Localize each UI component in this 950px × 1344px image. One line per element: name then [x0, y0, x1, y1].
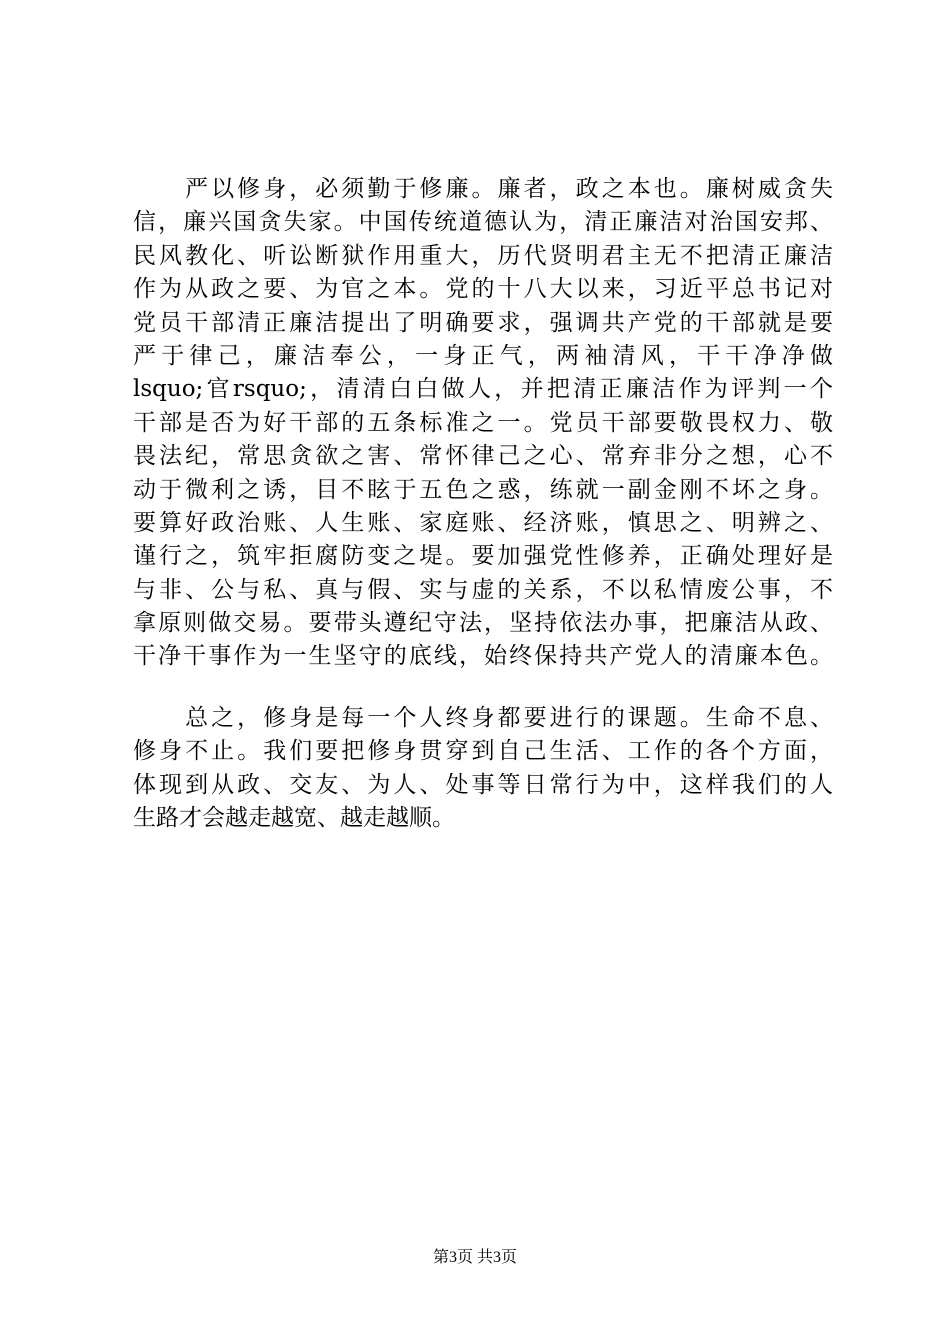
text-line: 干净干事作为一生坚守的底线，始终保持共产党人的清廉本色。	[133, 643, 833, 670]
text-line: 修身不止。我们要把修身贯穿到自己生活、工作的各个方面，	[133, 738, 833, 765]
document-body	[133, 173, 833, 835]
text-line: 总之，修身是每一个人终身都要进行的课题。生命不息、	[133, 704, 833, 731]
text-line: 干部是否为好干部的五条标准之一。党员干部要敬畏权力、敬	[133, 409, 833, 436]
text-line: 动于微利之诱，目不眩于五色之惑，练就一副金刚不坏之身。	[133, 476, 833, 503]
text-line: 严于律己，廉洁奉公，一身正气，两袖清风，干干净净做	[133, 342, 833, 369]
text-line: 体现到从政、交友、为人、处事等日常行为中，这样我们的人	[133, 771, 833, 798]
text-line: 要算好政治账、人生账、家庭账、经济账，慎思之、明辨之、	[133, 509, 833, 536]
text-line: 畏法纪，常思贪欲之害、常怀律己之心、常弃非分之想，心不	[133, 443, 833, 470]
paragraph-2	[133, 702, 833, 836]
text-line: 生路才会越走越宽、越走越顺。	[133, 805, 455, 832]
text-line: 与非、公与私、真与假、实与虚的关系，不以私情废公事，不	[133, 576, 833, 603]
page-number: 第3页 共3页	[432, 1249, 517, 1266]
text-line: 党员干部清正廉洁提出了明确要求，强调共产党的干部就是要	[133, 309, 833, 336]
text-line: lsquo;官rsquo;，清清白白做人，并把清正廉洁作为评判一个	[133, 376, 833, 403]
text-line: 信，廉兴国贪失家。中国传统道德认为，清正廉洁对治国安邦、	[133, 209, 833, 236]
text-line: 谨行之，筑牢拒腐防变之堤。要加强党性修养，正确处理好是	[133, 543, 833, 570]
text-line: 严以修身，必须勤于修廉。廉者，政之本也。廉树威贪失	[133, 176, 833, 202]
page-footer	[0, 1244, 950, 1267]
text-line: 作为从政之要、为官之本。党的十八大以来，习近平总书记对	[133, 276, 833, 303]
paragraph-1	[133, 173, 833, 674]
text-line: 拿原则做交易。要带头遵纪守法，坚持依法办事，把廉洁从政、	[133, 610, 833, 637]
text-line: 民风教化、听讼断狱作用重大，历代贤明君主无不把清正廉洁	[133, 242, 833, 269]
paragraph-spacer	[133, 674, 833, 702]
